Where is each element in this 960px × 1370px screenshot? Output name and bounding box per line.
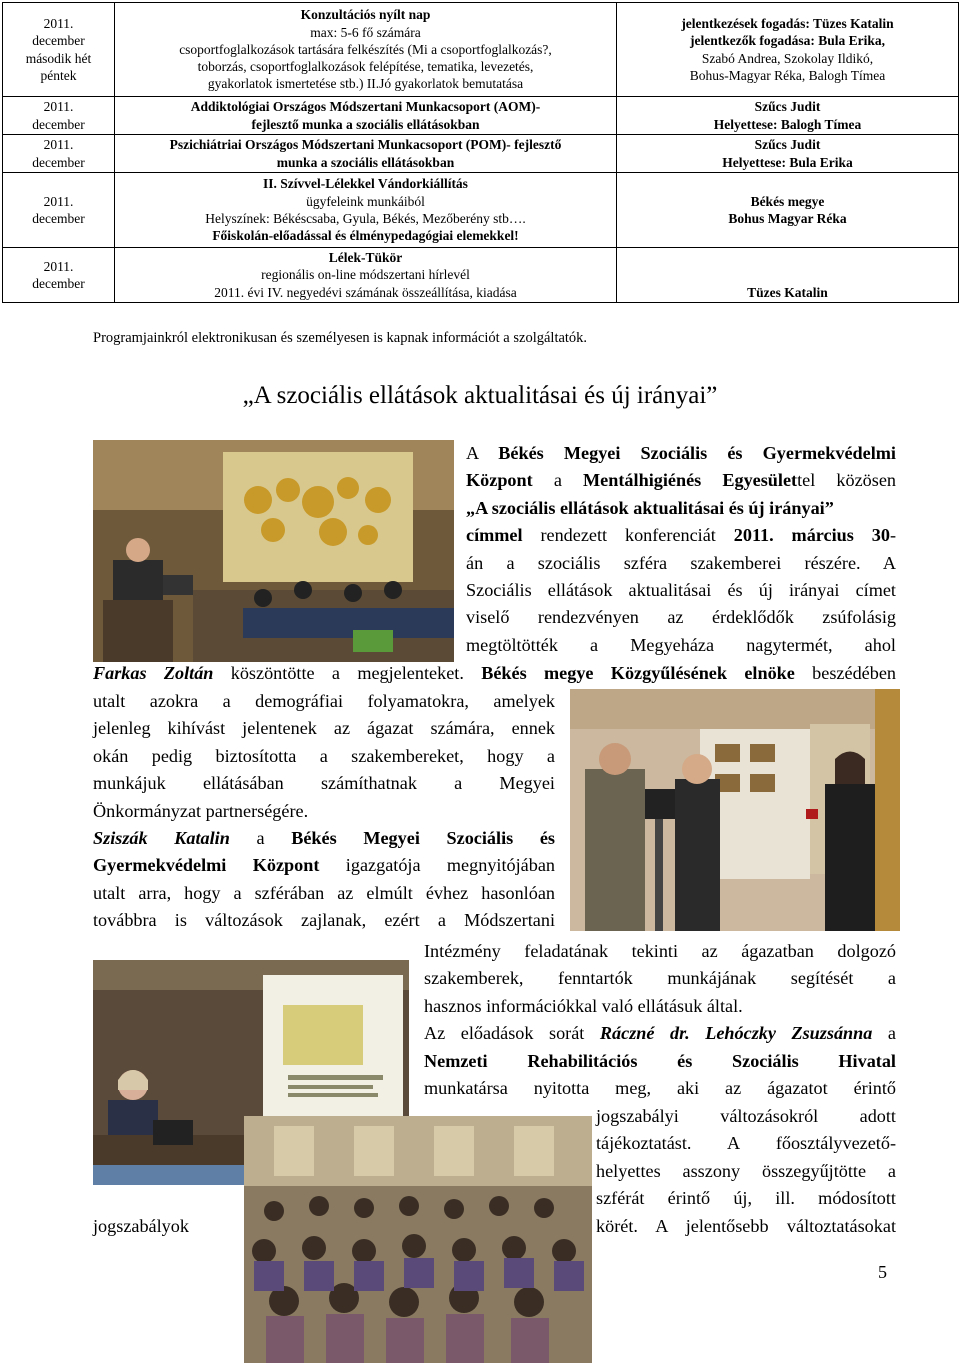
text-run: jelenleg kihívást jelentenek az ágazat számára, ennek [93, 718, 555, 739]
schedule-row [3, 173, 959, 248]
text-run: utalt arra, hogy a szférában az elmúlt évhez hasonlóan [93, 882, 555, 903]
text-line [93, 688, 555, 715]
text-run: jogszabályi változásokról adott [596, 1106, 896, 1126]
schedule-row [3, 135, 959, 173]
text-line [424, 1020, 896, 1047]
text-run: megtöltötték a Megyeháza nagytermét, ahol [466, 634, 896, 655]
text-line [596, 1103, 896, 1130]
conference-podium-photo [93, 440, 454, 662]
text-run: igazgatója megnyitójában [319, 855, 555, 876]
responsible-line: Tüzes Katalin [747, 284, 828, 300]
text-run: munkájuk ellátásában számíthatnak a Megyei [93, 773, 555, 794]
description-line: 2011. évi IV. negyedévi számának összeállítása, kiadása [214, 284, 517, 300]
text-line [93, 852, 555, 879]
responsible-line: Szabó Andrea, Szokolay Ildikó, [701, 50, 874, 66]
date-line: 2011. [43, 15, 74, 31]
schedule-responsible-cell [617, 135, 959, 173]
text-line [93, 660, 896, 687]
responsible-line: Szűcs Judit [754, 99, 821, 115]
interview-photo [570, 689, 900, 931]
text-line [93, 743, 555, 770]
schedule-description-cell [115, 97, 617, 135]
text-run: a [872, 1023, 896, 1044]
date-line: december [32, 116, 85, 132]
description-line: regionális on-line módszertani hírlevél [261, 267, 470, 283]
article-title: „A szociális ellátások aktualitásai és új irányai” [242, 382, 718, 409]
text-run: Szociális ellátások aktualitásai és új irányai címet [466, 579, 896, 600]
text-line [466, 440, 896, 467]
description-line: Lélek-Tükör [328, 250, 403, 266]
description-line: munka a szociális ellátásokban [276, 154, 455, 170]
text-run: utalt azokra a demográfiai folyamatokra, amelyek [93, 691, 555, 711]
schedule-date-cell [3, 3, 115, 97]
text-run: Mentálhigiénés Egyesület [583, 470, 798, 491]
text-run: hasznos információkkal való ellátásuk által. [424, 995, 743, 1016]
text-run: - [889, 525, 896, 546]
description-line: Pszichiátriai Országos Módszertani Munkacsoport (POM)- fejlesztő [169, 137, 562, 153]
responsible-line: Szűcs Judit [754, 137, 821, 153]
schedule-table [2, 2, 959, 303]
text-line [424, 993, 896, 1020]
description-line: II. Szívvel-Lélekkel Vándorkiállítás [263, 176, 468, 192]
schedule-responsible-cell [617, 173, 959, 248]
text-line [466, 632, 896, 659]
text-line [93, 825, 555, 852]
text-run: Központ [466, 470, 533, 491]
text-run: szakemberek, fenntartók munkájának segítését a [424, 968, 896, 989]
text-run: A [466, 443, 499, 463]
text-run: címmel [466, 525, 523, 546]
text-line [596, 1185, 896, 1212]
date-line: 2011. [43, 258, 74, 274]
text-line [93, 770, 555, 797]
text-run: Farkas Zoltán [93, 663, 214, 683]
responsible-line: Helyettese: Balogh Tímea [713, 116, 862, 132]
schedule-row [3, 3, 959, 97]
text-run: Ráczné dr. Lehóczky Zsuzsánna [599, 1023, 873, 1044]
article-paragraph-1 [466, 440, 896, 659]
text-line [424, 938, 896, 965]
text-line [596, 1158, 896, 1185]
text-run: Békés Megyei Szociális és Gyermekvédelmi [498, 443, 896, 463]
page-number: 5 [878, 1262, 887, 1282]
description-line: csoportfoglalkozások tartására felkészítés (Mi a csoportfoglalkozás?, [179, 41, 552, 57]
schedule-description-cell [115, 135, 617, 173]
article-paragraph-2 [93, 688, 555, 935]
schedule-description-cell [115, 248, 617, 303]
schedule-date-cell [3, 135, 115, 173]
schedule-date-cell [3, 173, 115, 248]
text-run: a [532, 470, 584, 491]
date-line: december [32, 154, 85, 170]
text-run: a [229, 827, 292, 848]
text-run: tájékoztatást. A főosztályvezető- [596, 1133, 896, 1154]
intro-text: Programjainkról elektronikusan és személyesen is kapnak információt a szolgáltatók. [93, 330, 588, 346]
schedule-date-cell [3, 248, 115, 303]
audience-photo [244, 1116, 592, 1363]
article-paragraph-3 [424, 938, 896, 1102]
text-run: Intézmény feladatának tekinti az ágazatban dolgozó [424, 941, 896, 961]
text-line [466, 495, 896, 522]
text-line [466, 604, 896, 631]
text-run: tel közösen [797, 470, 896, 491]
description-line: fejlesztő munka a szociális ellátásokban [251, 116, 480, 132]
schedule-responsible-cell [617, 248, 959, 303]
text-run: Nemzeti Rehabilitációs és Szociális Hivatal [424, 1050, 896, 1071]
schedule-description-cell [115, 173, 617, 248]
description-line: ügyfeleink munkáiból [306, 193, 425, 209]
description-line: Addiktológiai Országos Módszertani Munkacsoport (AOM)- [190, 99, 541, 115]
responsible-line: jelentkezések fogadás: Tüzes Katalin [681, 15, 894, 31]
text-line [466, 577, 896, 604]
text-line [424, 965, 896, 992]
text-run: „A szociális ellátások aktualitásai és új irányai” [466, 497, 834, 518]
article-paragraph-4 [596, 1103, 896, 1240]
text-run: Békés Megyei Szociális és [291, 827, 555, 848]
text-line [466, 522, 896, 549]
text-run: 2011. március 30 [733, 525, 890, 546]
responsible-line: Bohus-Magyar Réka, Balogh Tímea [689, 67, 886, 83]
text-run: Önkormányzat partnerségére. [93, 800, 309, 821]
schedule-date-cell [3, 97, 115, 135]
text-line [93, 880, 555, 907]
schedule-row [3, 248, 959, 303]
description-line: toborzás, csoportfoglalkozások felépítése, tematika, levezetés, [197, 59, 534, 75]
text-line [424, 1048, 896, 1075]
text-run: köszöntötte a megjelenteket. [213, 663, 482, 683]
text-run: okán pedig biztosította a szakembereket, hogy a [93, 745, 555, 766]
date-line: második hét [25, 50, 92, 66]
text-line [596, 1213, 896, 1240]
text-line [466, 467, 896, 494]
date-line: december [32, 211, 85, 226]
jogszabalyok-word: jogszabályok [93, 1216, 189, 1236]
responsible-line: Békés megye [750, 193, 825, 209]
description-line: Helyszínek: Békéscsaba, Gyula, Békés, Mezőberény stb…. [205, 211, 526, 226]
text-run: viselő rendezvényen az érdeklődők zsúfolásig [466, 607, 896, 628]
date-line: péntek [40, 67, 77, 83]
text-run: helyettes asszony összegyűjtötte a [596, 1160, 896, 1181]
text-line [596, 1130, 896, 1157]
text-line [424, 1075, 896, 1102]
article-paragraph-1-cont [93, 660, 896, 687]
schedule-responsible-cell [617, 3, 959, 97]
description-line: Konzultációs nyílt nap [300, 7, 431, 23]
description-line: max: 5-6 fő számára [310, 24, 421, 40]
description-line: gyakorlatok ismertetése stb.) II.Jó gyakorlatok bemutatása [207, 76, 524, 92]
date-line: december [32, 276, 85, 291]
date-line: december [32, 33, 85, 49]
schedule-description-cell [115, 3, 617, 97]
schedule-row [3, 97, 959, 135]
text-run: Sziszák Katalin [93, 827, 230, 848]
text-run: szférát érintő új, ill. módosított [596, 1188, 896, 1209]
text-line [93, 715, 555, 742]
date-line: 2011. [43, 99, 74, 115]
date-line: 2011. [43, 137, 74, 153]
text-line [93, 907, 555, 934]
text-run: Békés megye Közgyűlésének elnöke [481, 663, 795, 683]
responsible-line: jelentkezők fogadása: Bula Erika, [689, 33, 885, 49]
description-line: Főiskolán-előadással és élménypedagógiai elemekkel! [212, 228, 519, 244]
text-run: rendezett konferenciát [522, 525, 734, 546]
schedule-responsible-cell [617, 97, 959, 135]
responsible-line: Helyettese: Bula Erika [722, 154, 853, 170]
text-line [466, 550, 896, 577]
text-run: körét. A jelentősebb változtatásokat [596, 1215, 896, 1236]
text-run: án a szociális szféra szakemberei részére. A [466, 552, 896, 573]
text-line [93, 798, 555, 825]
text-run: Gyermekvédelmi Központ [93, 855, 320, 876]
date-line: 2011. [43, 193, 74, 209]
responsible-line: Bohus Magyar Réka [728, 211, 847, 226]
text-run: továbbra is változások zajlanak, ezért a Módszertani [93, 910, 555, 931]
text-run: Az előadások sorát [424, 1023, 600, 1044]
text-run: beszédében [794, 663, 896, 683]
text-run: munkatársa nyitotta meg, aki az ágazatot érintő [424, 1077, 896, 1098]
